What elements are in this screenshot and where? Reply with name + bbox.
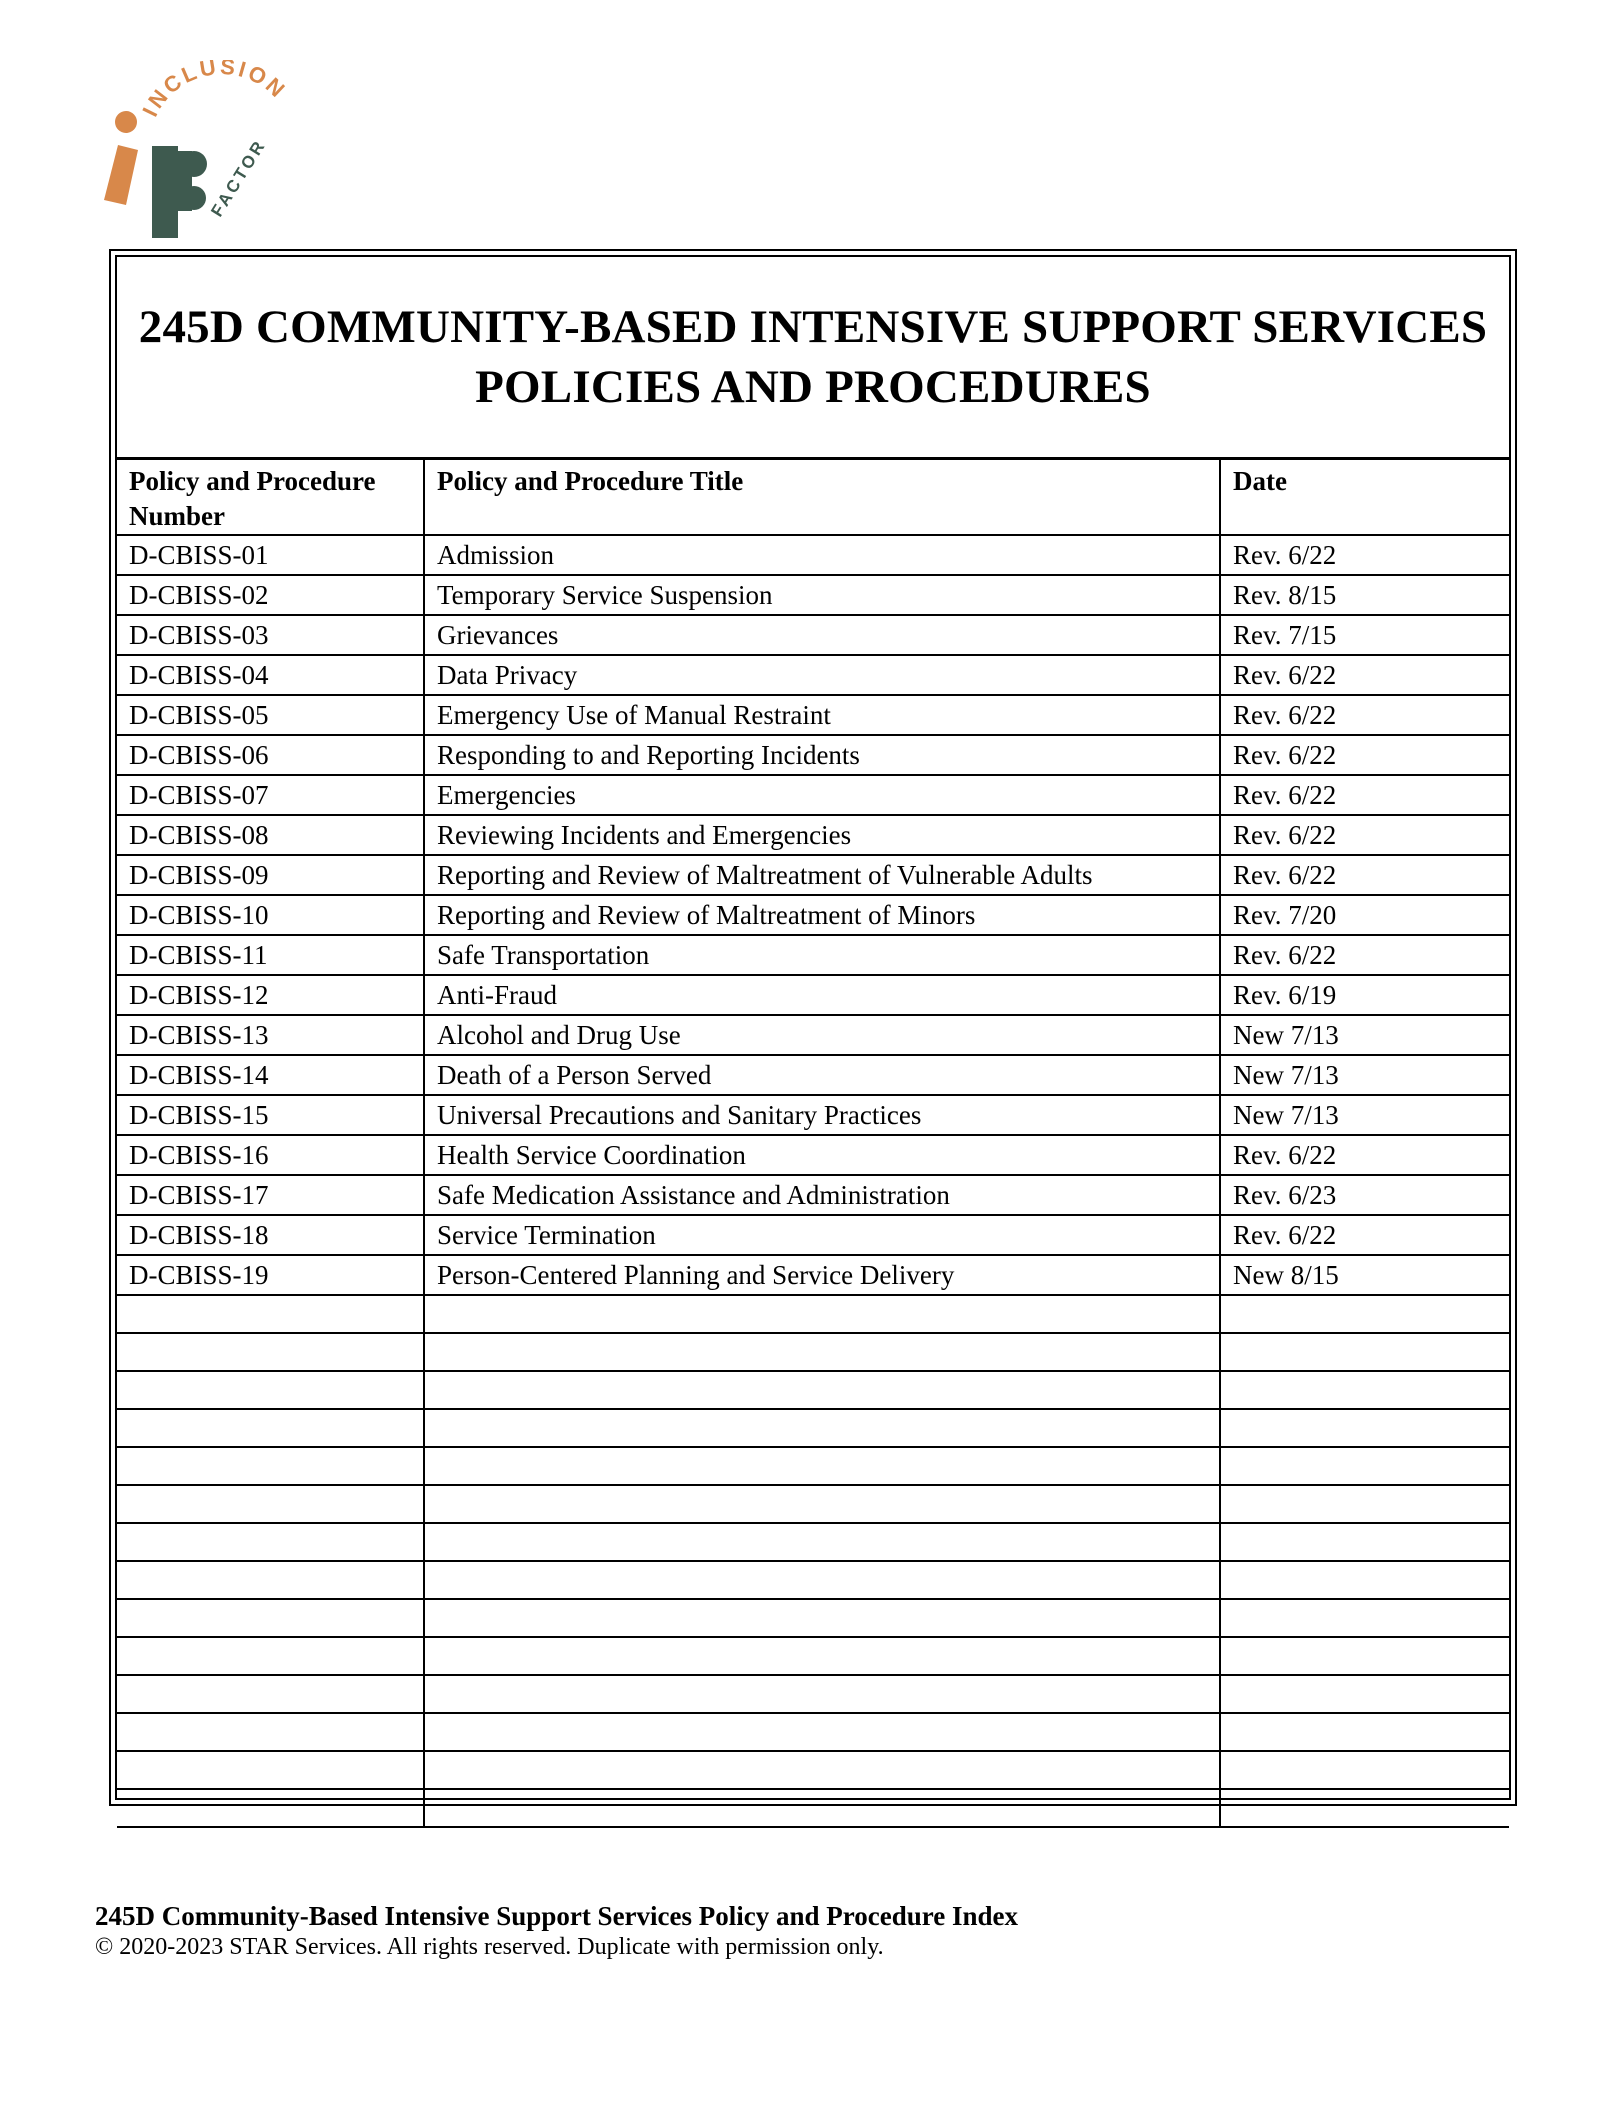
policy-title-cell: Health Service Coordination [424, 1135, 1220, 1175]
empty-cell [1220, 1409, 1509, 1447]
empty-table-row [117, 1675, 1509, 1713]
header-date: Date [1220, 460, 1509, 535]
empty-cell [117, 1713, 424, 1751]
table-row [117, 935, 1509, 975]
policy-date-cell: New 7/13 [1220, 1055, 1509, 1095]
empty-table-row [117, 1371, 1509, 1409]
empty-cell [424, 1523, 1220, 1561]
policy-number-cell: D-CBISS-11 [117, 935, 424, 975]
policy-number-cell: D-CBISS-02 [117, 575, 424, 615]
table-row [117, 535, 1509, 575]
policy-number-cell: D-CBISS-14 [117, 1055, 424, 1095]
empty-cell [1220, 1333, 1509, 1371]
empty-cell [1220, 1637, 1509, 1675]
policy-number-cell: D-CBISS-04 [117, 655, 424, 695]
policy-title-cell: Person-Centered Planning and Service Delivery [424, 1255, 1220, 1295]
table-row [117, 895, 1509, 935]
empty-table-row [117, 1409, 1509, 1447]
empty-cell [1220, 1789, 1509, 1827]
empty-cell [117, 1447, 424, 1485]
policy-title-cell: Emergencies [424, 775, 1220, 815]
empty-cell [424, 1675, 1220, 1713]
policy-title-cell: Temporary Service Suspension [424, 575, 1220, 615]
empty-table-row [117, 1713, 1509, 1751]
policy-title-cell: Reporting and Review of Maltreatment of Vulnerable Adults [424, 855, 1220, 895]
policy-date-cell: New 7/13 [1220, 1095, 1509, 1135]
policy-title-cell: Service Termination [424, 1215, 1220, 1255]
policy-number-cell: D-CBISS-03 [117, 615, 424, 655]
empty-cell [117, 1751, 424, 1789]
logo-side-text: FACTOR [207, 135, 270, 221]
header-number: Policy and Procedure Number [117, 460, 424, 535]
table-row [117, 1175, 1509, 1215]
empty-cell [1220, 1751, 1509, 1789]
policy-title-cell: Emergency Use of Manual Restraint [424, 695, 1220, 735]
document-title-line-1: 245D COMMUNITY-BASED INTENSIVE SUPPORT SERVICES [138, 301, 1488, 353]
policy-number-cell: D-CBISS-19 [117, 1255, 424, 1295]
index-inner-frame [115, 255, 1511, 1800]
table-row [117, 575, 1509, 615]
empty-cell [1220, 1561, 1509, 1599]
svg-text:INCLUSION [137, 60, 291, 120]
table-row [117, 1055, 1509, 1095]
table-row [117, 1215, 1509, 1255]
table-row [117, 1015, 1509, 1055]
policy-number-cell: D-CBISS-10 [117, 895, 424, 935]
policy-title-cell: Reviewing Incidents and Emergencies [424, 815, 1220, 855]
empty-cell [117, 1675, 424, 1713]
empty-cell [424, 1789, 1220, 1827]
table-row [117, 615, 1509, 655]
policy-date-cell: Rev. 6/22 [1220, 735, 1509, 775]
policy-title-cell: Death of a Person Served [424, 1055, 1220, 1095]
empty-cell [117, 1409, 424, 1447]
table-row [117, 975, 1509, 1015]
policy-title-cell: Data Privacy [424, 655, 1220, 695]
policy-date-cell: Rev. 8/15 [1220, 575, 1509, 615]
empty-cell [117, 1295, 424, 1333]
policy-title-cell: Reporting and Review of Maltreatment of Minors [424, 895, 1220, 935]
policy-date-cell: Rev. 6/22 [1220, 655, 1509, 695]
table-row [117, 1095, 1509, 1135]
policy-title-cell: Responding to and Reporting Incidents [424, 735, 1220, 775]
empty-cell [424, 1409, 1220, 1447]
empty-table-row [117, 1295, 1509, 1333]
policy-number-cell: D-CBISS-15 [117, 1095, 424, 1135]
table-row [117, 735, 1509, 775]
empty-cell [424, 1713, 1220, 1751]
empty-cell [117, 1371, 424, 1409]
empty-cell [424, 1561, 1220, 1599]
empty-cell [117, 1485, 424, 1523]
empty-table-row [117, 1447, 1509, 1485]
index-frame [109, 249, 1517, 1806]
table-row [117, 775, 1509, 815]
policy-number-cell: D-CBISS-05 [117, 695, 424, 735]
empty-cell [424, 1637, 1220, 1675]
inclusion-factor-logo [96, 60, 306, 245]
empty-cell [1220, 1371, 1509, 1409]
policy-number-cell: D-CBISS-12 [117, 975, 424, 1015]
page-footer [95, 1900, 1018, 1962]
empty-cell [424, 1485, 1220, 1523]
empty-cell [1220, 1523, 1509, 1561]
empty-cell [424, 1447, 1220, 1485]
policy-title-cell: Alcohol and Drug Use [424, 1015, 1220, 1055]
empty-table-row [117, 1561, 1509, 1599]
empty-cell [424, 1333, 1220, 1371]
policy-title-cell: Safe Transportation [424, 935, 1220, 975]
document-title-line-2: POLICIES AND PROCEDURES [475, 361, 1151, 413]
empty-cell [1220, 1447, 1509, 1485]
empty-cell [1220, 1485, 1509, 1523]
empty-cell [424, 1295, 1220, 1333]
policy-number-cell: D-CBISS-07 [117, 775, 424, 815]
empty-cell [1220, 1599, 1509, 1637]
empty-cell [424, 1371, 1220, 1409]
empty-cell [117, 1599, 424, 1637]
policy-index-table [117, 460, 1509, 1828]
policy-date-cell: Rev. 6/22 [1220, 775, 1509, 815]
policy-date-cell: Rev. 7/20 [1220, 895, 1509, 935]
table-row [117, 1255, 1509, 1295]
header-title: Policy and Procedure Title [424, 460, 1220, 535]
empty-cell [117, 1789, 424, 1827]
empty-table-row [117, 1751, 1509, 1789]
footer-copyright: © 2020-2023 STAR Services. All rights reserved. Duplicate with permission only. [95, 1934, 884, 1960]
empty-cell [424, 1599, 1220, 1637]
policy-title-cell: Safe Medication Assistance and Administration [424, 1175, 1220, 1215]
policy-date-cell: Rev. 6/22 [1220, 1215, 1509, 1255]
empty-cell [117, 1333, 424, 1371]
policy-date-cell: Rev. 6/22 [1220, 855, 1509, 895]
empty-table-row [117, 1637, 1509, 1675]
policy-date-cell: Rev. 7/15 [1220, 615, 1509, 655]
policy-date-cell: Rev. 6/22 [1220, 695, 1509, 735]
empty-cell [424, 1751, 1220, 1789]
table-row [117, 855, 1509, 895]
empty-table-row [117, 1485, 1509, 1523]
empty-cell [1220, 1295, 1509, 1333]
table-row [117, 1135, 1509, 1175]
policy-number-cell: D-CBISS-09 [117, 855, 424, 895]
empty-table-row [117, 1789, 1509, 1827]
table-row [117, 815, 1509, 855]
policy-number-cell: D-CBISS-13 [117, 1015, 424, 1055]
empty-cell [1220, 1713, 1509, 1751]
policy-number-cell: D-CBISS-01 [117, 535, 424, 575]
policy-date-cell: Rev. 6/22 [1220, 935, 1509, 975]
empty-cell [1220, 1675, 1509, 1713]
policy-date-cell: New 8/15 [1220, 1255, 1509, 1295]
policy-title-cell: Grievances [424, 615, 1220, 655]
table-header-row [117, 460, 1509, 535]
policy-title-cell: Universal Precautions and Sanitary Practices [424, 1095, 1220, 1135]
title-box [117, 257, 1509, 460]
empty-cell [117, 1523, 424, 1561]
policy-number-cell: D-CBISS-06 [117, 735, 424, 775]
logo-mark-icon [96, 60, 306, 245]
policy-title-cell: Anti-Fraud [424, 975, 1220, 1015]
policy-date-cell: Rev. 6/22 [1220, 1135, 1509, 1175]
policy-number-cell: D-CBISS-18 [117, 1215, 424, 1255]
empty-table-row [117, 1599, 1509, 1637]
policy-number-cell: D-CBISS-17 [117, 1175, 424, 1215]
policy-date-cell: Rev. 6/23 [1220, 1175, 1509, 1215]
logo-arc-text: INCLUSION [137, 60, 292, 121]
policy-number-cell: D-CBISS-08 [117, 815, 424, 855]
policy-date-cell: Rev. 6/22 [1220, 535, 1509, 575]
policy-title-cell: Admission [424, 535, 1220, 575]
empty-cell [117, 1561, 424, 1599]
policy-number-cell: D-CBISS-16 [117, 1135, 424, 1175]
policy-date-cell: Rev. 6/22 [1220, 815, 1509, 855]
table-body [117, 535, 1509, 1827]
footer-title: 245D Community-Based Intensive Support Services Policy and Procedure Index [95, 1901, 1019, 1931]
table-row [117, 695, 1509, 735]
policy-date-cell: Rev. 6/19 [1220, 975, 1509, 1015]
empty-table-row [117, 1333, 1509, 1371]
table-row [117, 655, 1509, 695]
empty-cell [117, 1637, 424, 1675]
policy-date-cell: New 7/13 [1220, 1015, 1509, 1055]
empty-table-row [117, 1523, 1509, 1561]
